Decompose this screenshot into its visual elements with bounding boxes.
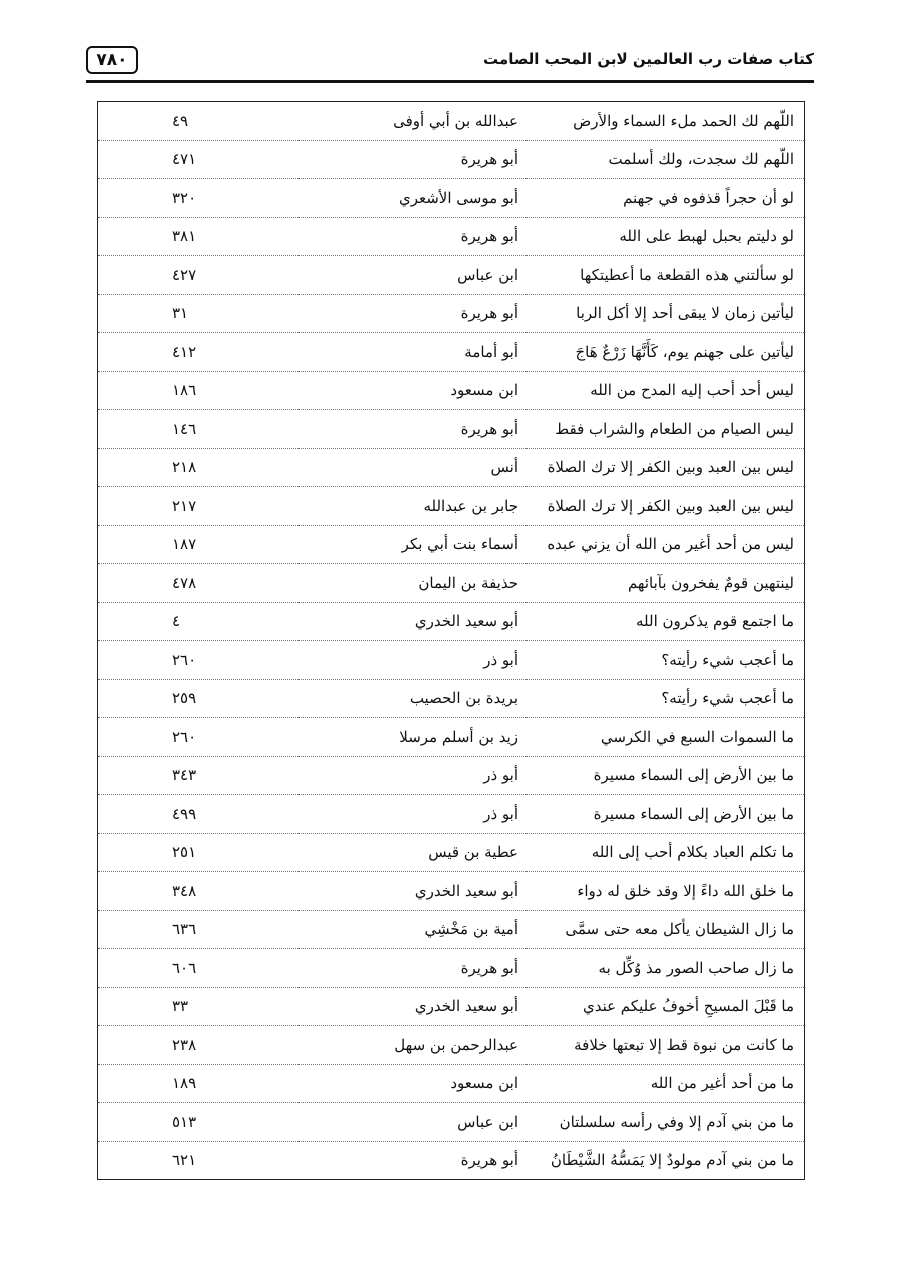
narrator: أبو ذر bbox=[298, 795, 526, 834]
page-ref: ٤٩ bbox=[172, 111, 189, 130]
page-ref: ٢٥١ bbox=[98, 833, 299, 872]
hadith-text: ليأتين زمان لا يبقى أحد إلا أكل الربا bbox=[526, 294, 805, 333]
hadith-text: ما قَبْلَ المسيحِ أخوفُ عليكم عندي bbox=[526, 987, 805, 1026]
page-ref: ٢٦٠ bbox=[98, 641, 299, 680]
page-ref: ١٨٩ bbox=[98, 1064, 299, 1103]
page-ref: ٣١ bbox=[98, 294, 299, 333]
narrator: أبو أمامة bbox=[298, 333, 526, 372]
narrator: حذيفة بن اليمان bbox=[298, 564, 526, 603]
hadith-text: ليأتين على جهنم يوم، كَأَنَّهَا زَرْعٌ هَاجَ bbox=[526, 333, 805, 372]
page-ref: ٣٨١ bbox=[98, 217, 299, 256]
page-ref: ٣٢٠ bbox=[98, 179, 299, 218]
table-row bbox=[98, 256, 805, 295]
narrator: أبو سعيد الخدري bbox=[298, 872, 526, 911]
page-ref: ٤٩٩ bbox=[98, 795, 299, 834]
narrator: أبو هريرة bbox=[298, 294, 526, 333]
table-row bbox=[98, 679, 805, 718]
hadith-text: ما زال الشيطان يأكل معه حتى سمَّى bbox=[526, 910, 805, 949]
hadith-text: ما السموات السبع في الكرسي bbox=[526, 718, 805, 757]
page-ref: ٣٤٣ bbox=[98, 756, 299, 795]
page-ref: ١٨٧ bbox=[98, 525, 299, 564]
hadith-text: ليس بين العبد وبين الكفر إلا ترك الصلاة bbox=[526, 487, 805, 526]
hadith-text: ما من بني آدم إلا وفي رأسه سلسلتان bbox=[526, 1103, 805, 1142]
hadith-text: لو أن حجراً قذفوه في جهنم bbox=[526, 179, 805, 218]
table-row bbox=[98, 756, 805, 795]
hadith-text: ما من أحد أغير من الله bbox=[526, 1064, 805, 1103]
narrator: أبو هريرة bbox=[298, 140, 526, 179]
table-row bbox=[98, 987, 805, 1026]
hadith-text: اللّهم لك الحمد ملء السماء والأرض bbox=[573, 111, 794, 130]
narrator: أبو سعيد الخدري bbox=[298, 987, 526, 1026]
page-ref: ٤١٢ bbox=[98, 333, 299, 372]
narrator: أبو ذر bbox=[298, 641, 526, 680]
narrator: أبو هريرة bbox=[298, 217, 526, 256]
table-row bbox=[98, 795, 805, 834]
hadith-text: ليس أحد أحب إليه المدح من الله bbox=[526, 371, 805, 410]
page-ref: ٦٠٦ bbox=[98, 949, 299, 988]
page-ref: ١٨٦ bbox=[98, 371, 299, 410]
hadith-text: ما بين الأرض إلى السماء مسيرة bbox=[526, 756, 805, 795]
table-row bbox=[98, 525, 805, 564]
hadith-text: ما كانت من نبوة قط إلا تبعتها خلافة bbox=[526, 1026, 805, 1065]
page-ref: ٦٣٦ bbox=[98, 910, 299, 949]
table-row bbox=[98, 371, 805, 410]
hadith-text: ما زال صاحب الصور مذ وُكِّل به bbox=[526, 949, 805, 988]
hadith-text: ما خلق الله داءً إلا وقد خلق له دواء bbox=[526, 872, 805, 911]
narrator: بريدة بن الحصيب bbox=[298, 679, 526, 718]
narrator: أنس bbox=[298, 448, 526, 487]
narrator: أبو موسى الأشعري bbox=[298, 179, 526, 218]
table-row bbox=[98, 641, 805, 680]
hadith-text: ليس بين العبد وبين الكفر إلا ترك الصلاة bbox=[526, 448, 805, 487]
table-row bbox=[98, 602, 805, 641]
table-body bbox=[98, 102, 805, 1180]
page-ref: ٤٧٨ bbox=[98, 564, 299, 603]
page-ref: ٣٣ bbox=[98, 987, 299, 1026]
hadith-text: ليس من أحد أغير من الله أن يزني عبده bbox=[526, 525, 805, 564]
table-row bbox=[98, 448, 805, 487]
table-row bbox=[98, 140, 805, 179]
table-row bbox=[98, 294, 805, 333]
narrator: أبو ذر bbox=[298, 756, 526, 795]
book-title: كتاب صفات رب العالمين لابن المحب الصامت bbox=[483, 50, 814, 68]
page-ref: ٤٧١ bbox=[98, 140, 299, 179]
narrator: ابن مسعود bbox=[298, 371, 526, 410]
narrator: أبو هريرة bbox=[298, 949, 526, 988]
table-row bbox=[98, 333, 805, 372]
table-row bbox=[98, 910, 805, 949]
hadith-text: ما اجتمع قوم يذكرون الله bbox=[526, 602, 805, 641]
page-ref: ٣٤٨ bbox=[98, 872, 299, 911]
hadith-text: ما من بني آدم مولودٌ إلا يَمَسُّهُ الشَّيْطَانُ bbox=[526, 1141, 805, 1180]
narrator: أسماء بنت أبي بكر bbox=[298, 525, 526, 564]
hadith-text: ما تكلم العباد بكلام أحب إلى الله bbox=[526, 833, 805, 872]
table-row bbox=[98, 718, 805, 757]
page-header bbox=[86, 46, 814, 82]
narrator: أبو سعيد الخدري bbox=[298, 602, 526, 641]
table-row bbox=[98, 833, 805, 872]
hadith-index-table bbox=[97, 101, 805, 1180]
table-row bbox=[98, 217, 805, 256]
page-ref: ٢١٧ bbox=[98, 487, 299, 526]
table-row bbox=[98, 487, 805, 526]
hadith-text: لينتهين قومٌ يفخرون بآبائهم bbox=[526, 564, 805, 603]
narrator: أبو هريرة bbox=[298, 410, 526, 449]
table-row bbox=[98, 564, 805, 603]
page-ref: ٤٢٧ bbox=[98, 256, 299, 295]
table-row bbox=[98, 1141, 805, 1180]
narrator: عطية بن قيس bbox=[298, 833, 526, 872]
narrator: عبدالرحمن بن سهل bbox=[298, 1026, 526, 1065]
narrator: ابن عباس bbox=[298, 256, 526, 295]
hadith-text: ما أعجب شيء رأيته؟ bbox=[526, 679, 805, 718]
page-number: ٧٨٠ bbox=[86, 46, 138, 74]
narrator: عبدالله بن أبي أوفى bbox=[393, 111, 518, 130]
narrator: أمية بن مَخْشِي bbox=[298, 910, 526, 949]
narrator: أبو هريرة bbox=[298, 1141, 526, 1180]
hadith-text: ما أعجب شيء رأيته؟ bbox=[526, 641, 805, 680]
hadith-text: ليس الصيام من الطعام والشراب فقط bbox=[526, 410, 805, 449]
narrator: ابن مسعود bbox=[298, 1064, 526, 1103]
narrator: زيد بن أسلم مرسلا bbox=[298, 718, 526, 757]
page-ref: ٥١٣ bbox=[98, 1103, 299, 1142]
page-ref: ٦٢١ bbox=[98, 1141, 299, 1180]
table-row bbox=[98, 1026, 805, 1065]
table-row bbox=[98, 179, 805, 218]
hadith-text: لو دليتم بحبل لهبط على الله bbox=[526, 217, 805, 256]
table-row bbox=[98, 410, 805, 449]
narrator: ابن عباس bbox=[298, 1103, 526, 1142]
narrator: جابر بن عبدالله bbox=[298, 487, 526, 526]
table-row bbox=[98, 949, 805, 988]
page-ref: ١٤٦ bbox=[98, 410, 299, 449]
page-ref: ٤ bbox=[98, 602, 299, 641]
table-row bbox=[98, 1064, 805, 1103]
hadith-text: اللّهم لك سجدت، ولك أسلمت bbox=[526, 140, 805, 179]
hadith-text: ما بين الأرض إلى السماء مسيرة bbox=[526, 795, 805, 834]
table-row bbox=[98, 872, 805, 911]
header-rule bbox=[86, 80, 814, 83]
page-ref: ٢٦٠ bbox=[98, 718, 299, 757]
page-ref: ٢٣٨ bbox=[98, 1026, 299, 1065]
page-ref: ٢٥٩ bbox=[98, 679, 299, 718]
table-row bbox=[98, 102, 805, 141]
table-row bbox=[98, 1103, 805, 1142]
page-ref: ٢١٨ bbox=[98, 448, 299, 487]
hadith-text: لو سألتني هذه القطعة ما أعطيتكها bbox=[526, 256, 805, 295]
